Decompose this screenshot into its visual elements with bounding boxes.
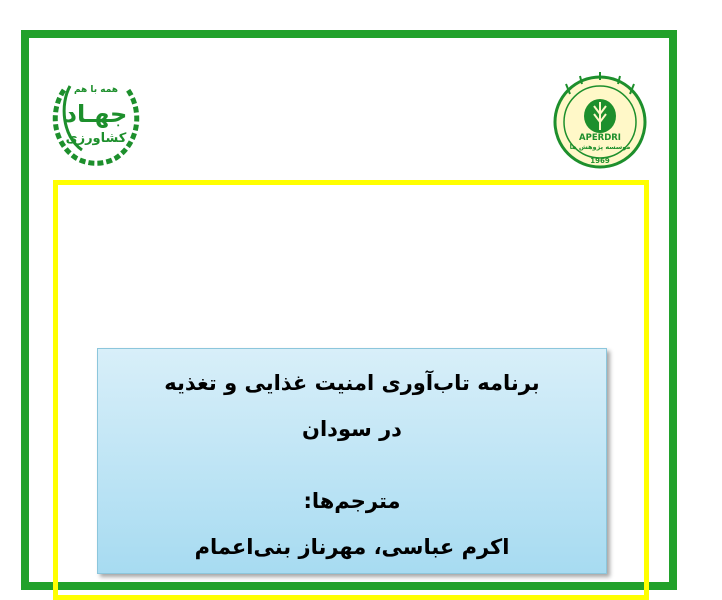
seal-acronym: APERDRI <box>579 133 621 143</box>
title-box <box>97 348 607 574</box>
document-title: برنامه تاب‌آوری امنیت غذایی و تغذیه <box>164 371 540 395</box>
jihad-keshavarzi-logo <box>46 70 146 170</box>
translators-label: مترجم‌ها: <box>303 489 401 513</box>
document-subtitle: در سودان <box>302 417 402 441</box>
aperdri-seal-logo <box>552 70 648 174</box>
seal-year: 1969 <box>590 157 610 165</box>
seal-persian-text: موسسه پژوهش ها <box>569 143 631 151</box>
logo-main-word: جهـاد <box>64 100 128 128</box>
logo-small-line: همه با هم <box>73 85 119 95</box>
translators-names: اکرم عباسی، مهرناز بنی‌اعمام <box>194 535 510 559</box>
logo-sub-word: كشاورزى <box>65 131 127 146</box>
